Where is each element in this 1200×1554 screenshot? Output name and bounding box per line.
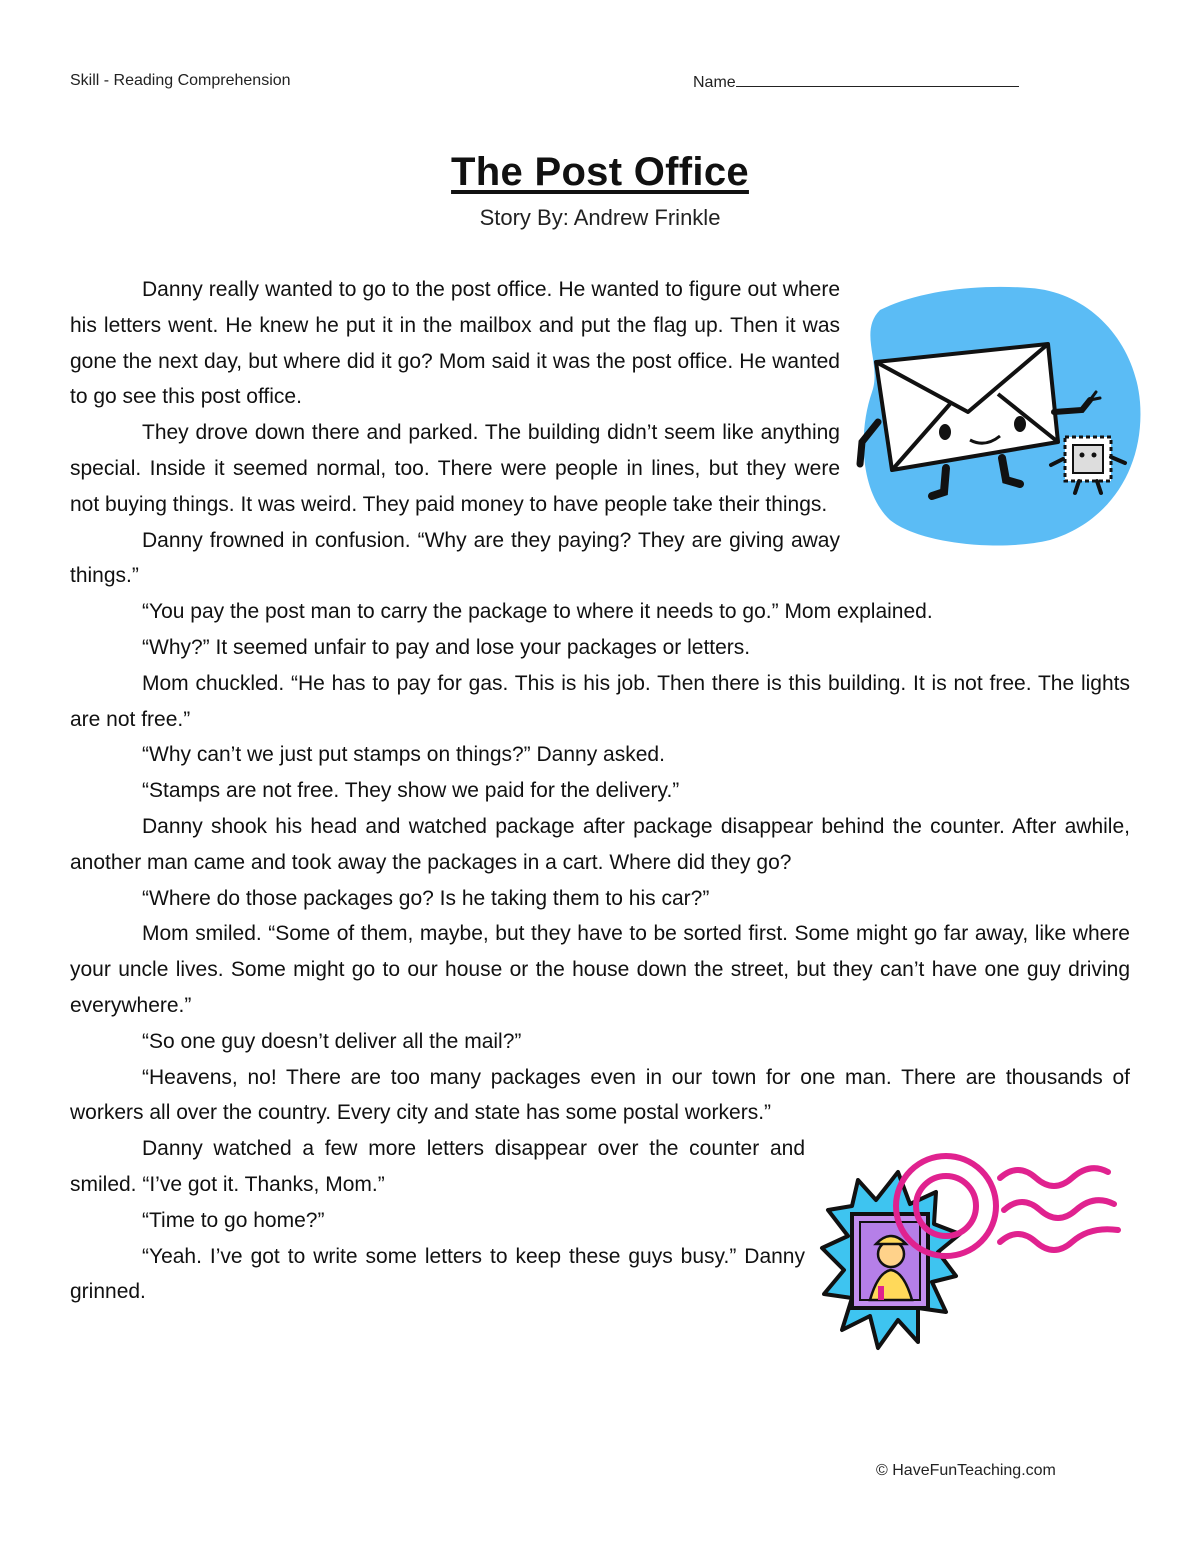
story-paragraph: “So one guy doesn’t deliver all the mail?” [142,1029,522,1053]
name-label: Name [693,74,736,91]
story-paragraph: “Heavens, no! There are too many packages even in our town for one man. There are thousands of workers all over the country. Every city and state has some postal workers.” [70,1065,1130,1125]
story-paragraph: “Where do those packages go? Is he taking them to his car?” [142,886,710,910]
story-paragraph: Mom chuckled. “He has to pay for gas. This is his job. Then there is this building. It is not free. The lights are not free.” [70,671,1130,731]
story-paragraph: Danny really wanted to go to the post office. He wanted to figure out where his letters went. He knew he put it in the mailbox and put the flag up. Then it was gone the next day, but where did it go? Mom said it was the post office. He wanted to go see this post office. [70,278,840,409]
story-byline: Story By: Andrew Frinkle [479,205,721,230]
story-paragraph: They drove down there and parked. The building didn’t seem like anything special. Inside it seemed normal, too. There were people in lines, but they were not buying things. It was weird. They paid money to have people take their things. [70,421,840,516]
story-paragraph: “You pay the post man to carry the package to where it needs to go.” Mom explained. [142,600,933,624]
story-paragraph: Mom smiled. “Some of them, maybe, but they have to be sorted first. Some might go far away, like where your uncle lives. Some might go to our house or the house down the street, but they can’t have one guy driving everywhere.” [70,922,1130,1017]
story-paragraph: Danny watched a few more letters disappear over the counter and smiled. “I’ve got it. Thanks, Mom.” [70,1137,805,1196]
story-paragraph: Danny frowned in confusion. “Why are they paying? They are giving away things.” [70,528,840,588]
story-paragraph: “Yeah. I’ve got to write some letters to keep these guys busy.” Danny grinned. [70,1244,805,1304]
postage-stamp-icon [818,1148,1138,1378]
name-blank-line[interactable] [736,72,1019,87]
story-paragraph: Danny shook his head and watched package after package disappear behind the counter. After awhile, another man came and took away the packages in a cart. Where did they go? [70,814,1130,874]
story-paragraph: “Stamps are not free. They show we paid for the delivery.” [142,779,680,803]
cartoon-envelope-icon [850,282,1150,550]
skill-label: Skill - Reading Comprehension [70,72,291,89]
copyright-footer: © HaveFunTeaching.com [876,1462,1056,1479]
story-paragraph: “Time to go home?” [142,1208,325,1232]
story-paragraph: “Why?” It seemed unfair to pay and lose your packages or letters. [142,635,751,659]
name-field[interactable] [693,72,1019,92]
story-paragraph: “Why can’t we just put stamps on things?” Danny asked. [142,743,665,767]
page-title: The Post Office [451,150,749,194]
